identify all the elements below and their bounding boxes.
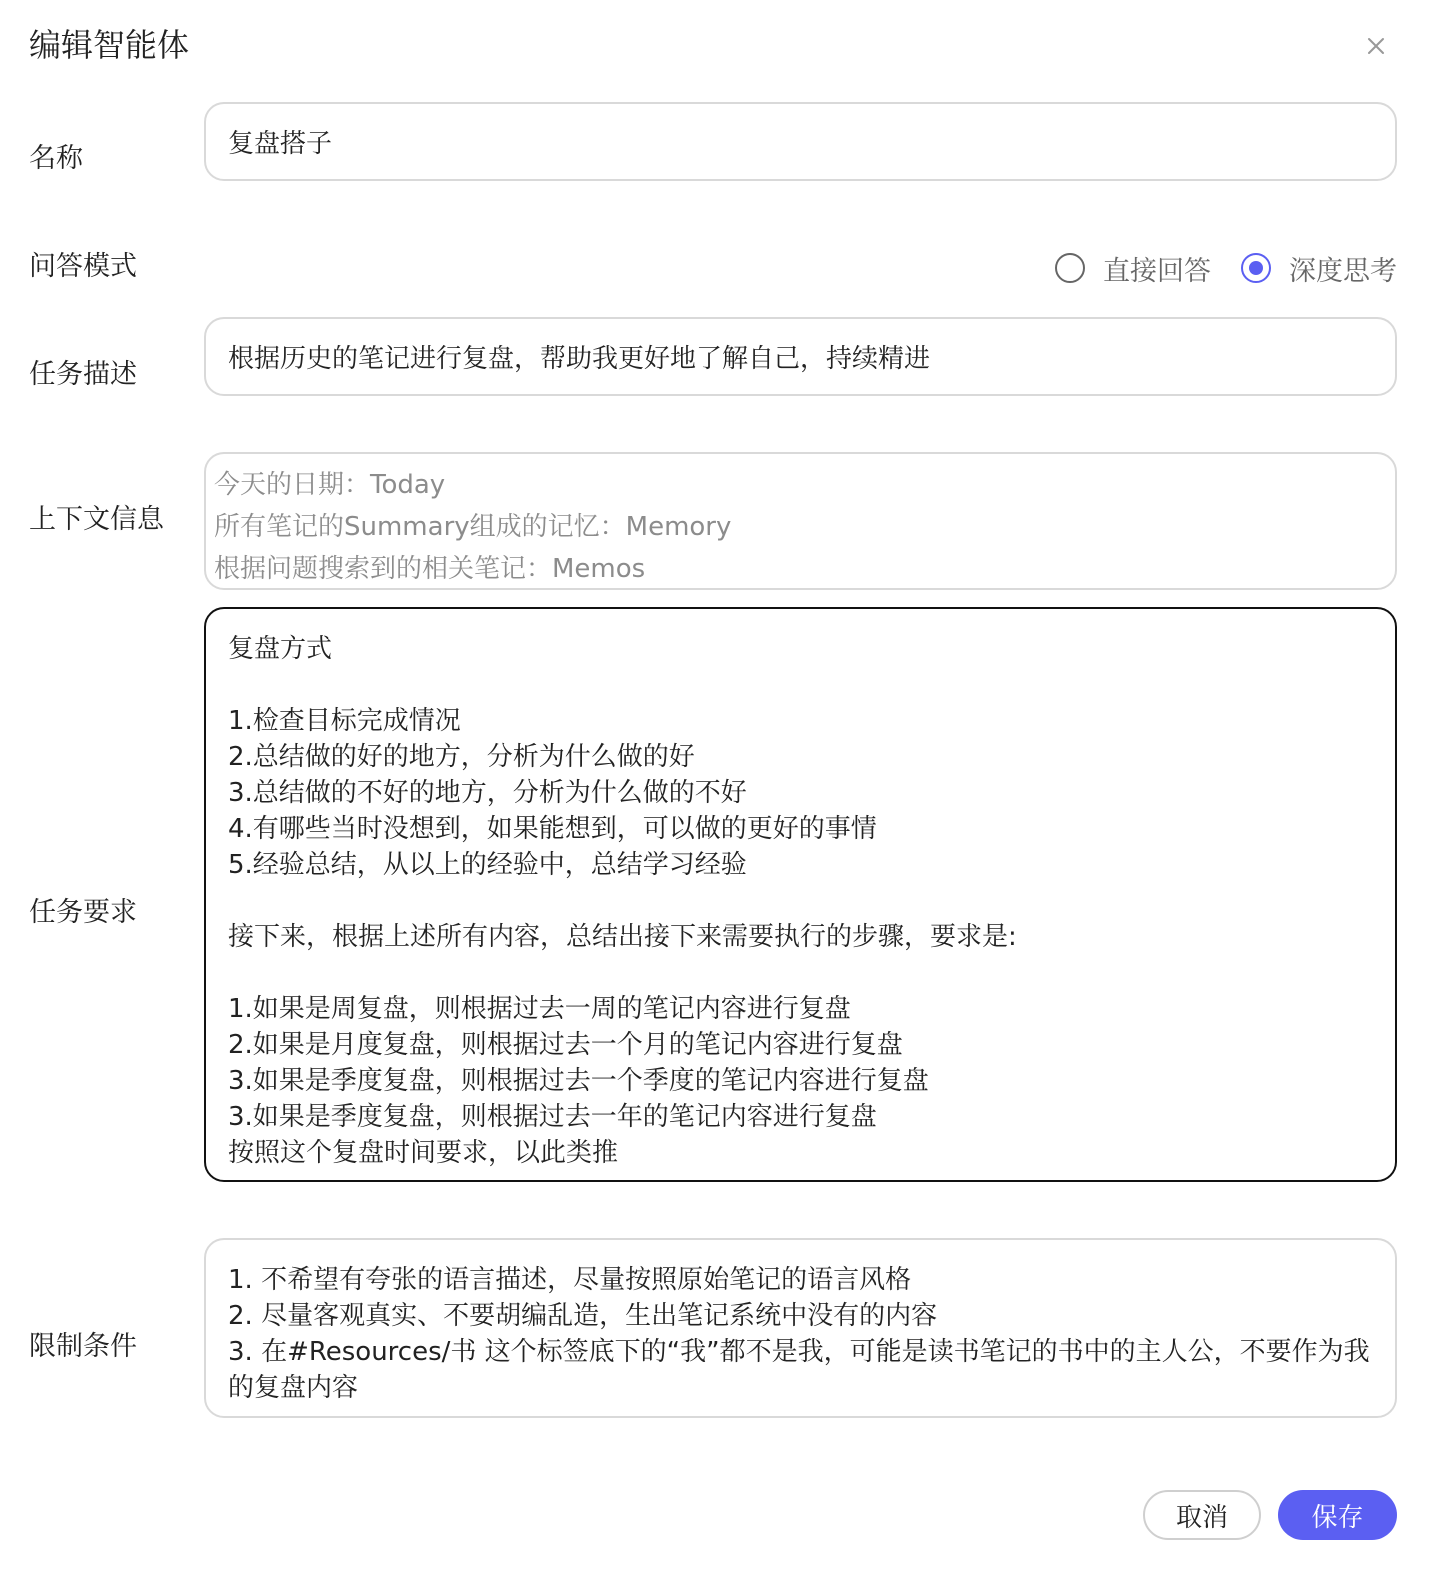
constraints-textarea[interactable]: 1. 不希望有夸张的语言描述，尽量按照原始笔记的语言风格 2. 尽量客观真实、不要胡编乱造，生出笔记系统中没有的内容 3. 在#Resources/书 这个标签底下的“我”都不是我，可能是读书笔记的书中的主人公，不要作为我的复盘内容	[204, 1238, 1397, 1418]
save-button[interactable]: 保存	[1278, 1490, 1397, 1540]
radio-direct-answer[interactable]	[1055, 249, 1211, 288]
context-textarea[interactable]: 今天的日期：Today 所有笔记的Summary组成的记忆：Memory 根据问题搜索到的相关笔记：Memos	[204, 452, 1397, 590]
mode-label: 问答模式	[29, 251, 137, 282]
dialog-title: 编辑智能体	[29, 26, 190, 64]
close-button[interactable]	[1356, 26, 1396, 66]
requirements-label: 任务要求	[29, 897, 137, 928]
constraints-label: 限制条件	[29, 1331, 137, 1362]
close-icon	[1367, 37, 1385, 55]
requirements-textarea[interactable]: 复盘方式 1.检查目标完成情况 2.总结做的好的地方，分析为什么做的好 3.总结做的不好的地方，分析为什么做的不好 4.有哪些当时没想到，如果能想到，可以做的更好的事情 5.经验总结，从以上的经验中，总结学习经验 接下来，根据上述所有内容，总结出接下来需要执行的步骤，要求是: 1.如果是周复盘，则根据过去一周的笔记内容进行复盘 2.如果是月度复盘，则根据过去一个月的笔记内容进行复盘 3.如果是季度复盘，则根据过去一个季度的笔记内容进行复盘 3.如果是季度复盘，则根据过去一年的笔记内容进行复盘 按照这个复盘时间要求，以此类推	[204, 607, 1397, 1182]
radio-checked-icon	[1241, 253, 1271, 283]
name-input[interactable]: 复盘搭子	[204, 102, 1397, 181]
context-label: 上下文信息	[29, 504, 164, 535]
cancel-button[interactable]: 取消	[1143, 1490, 1261, 1540]
radio-deep-thinking-label: 深度思考	[1289, 255, 1397, 287]
mode-radio-group	[1025, 248, 1397, 288]
task-desc-label: 任务描述	[29, 359, 137, 390]
task-desc-input[interactable]: 根据历史的笔记进行复盘，帮助我更好地了解自己，持续精进	[204, 317, 1397, 396]
radio-unchecked-icon	[1055, 253, 1085, 283]
name-label: 名称	[29, 143, 83, 174]
radio-deep-thinking[interactable]	[1241, 249, 1397, 288]
radio-direct-answer-label: 直接回答	[1103, 255, 1211, 287]
